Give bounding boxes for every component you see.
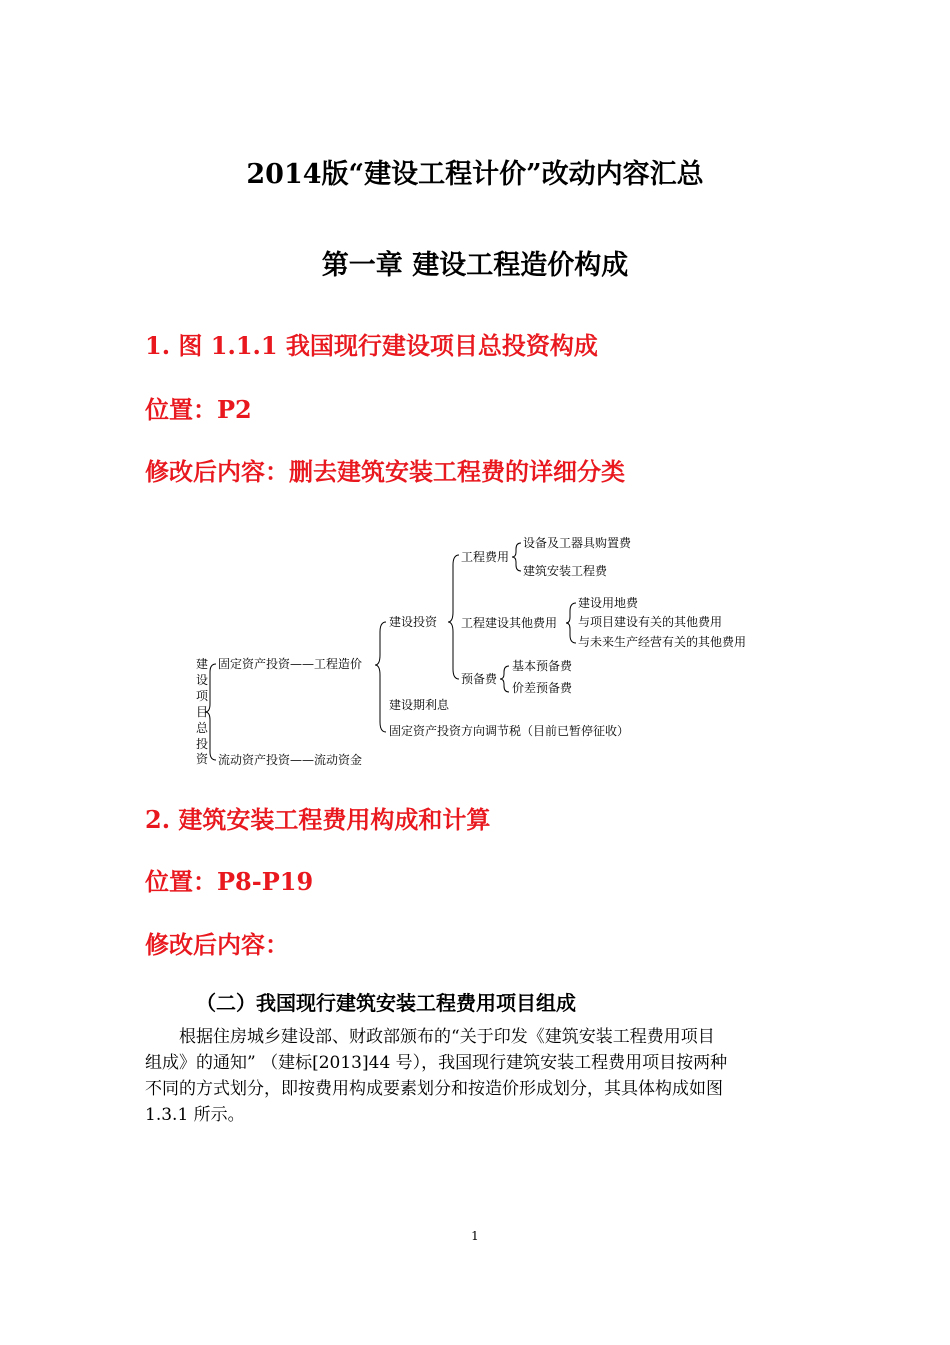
current-asset-investment: 流动资产投资——流动资金	[218, 753, 363, 767]
paragraph-line: 不同的方式划分，即按费用构成要素划分和按造价形成划分，其具体构成如图	[145, 1079, 723, 1099]
root-char: 投	[196, 737, 209, 751]
future-related-cost: 与未来生产经营有关的其他费用	[578, 635, 747, 649]
root-char: 建	[196, 657, 209, 671]
reserve-fund: 预备费	[461, 672, 498, 686]
section2-location: 位置：P8-P19	[145, 867, 314, 896]
section2-revised: 修改后内容：	[145, 930, 289, 959]
investment-direction-tax: 固定资产投资方向调节税（目前已暂停征收）	[389, 724, 630, 738]
root-char: 总	[196, 721, 209, 735]
equipment-cost: 设备及工器具购置费	[523, 536, 632, 550]
other-construction-cost: 工程建设其他费用	[461, 616, 558, 630]
brace-construction	[448, 555, 459, 679]
root-char: 项	[196, 689, 209, 703]
page-number: 1	[471, 1229, 479, 1243]
construction-interest: 建设期利息	[389, 698, 450, 712]
land-cost: 建设用地费	[578, 596, 639, 610]
root-char: 资	[196, 752, 209, 766]
subsection-heading: （二）我国现行建筑安装工程费用项目组成	[196, 991, 576, 1015]
document-title: 2014版“建设工程计价”改动内容汇总	[246, 159, 704, 190]
chapter-title: 第一章 建设工程造价构成	[321, 250, 629, 281]
paragraph-line: 组成》的通知” （建标[2013]44 号），我国现行建筑安装工程费用项目按两种	[145, 1053, 728, 1073]
paragraph-line: 根据住房城乡建设部、财政部颁布的“关于印发《建筑安装工程费用项目	[179, 1027, 715, 1047]
section1-revised: 修改后内容：删去建筑安装工程费的详细分类	[145, 457, 625, 486]
basic-reserve: 基本预备费	[512, 659, 573, 673]
construction-investment: 建设投资	[389, 615, 438, 629]
brace-other	[566, 603, 576, 643]
root-char: 设	[196, 673, 209, 687]
brace-engineering	[512, 543, 521, 571]
section1-heading: 1. 图 1.1.1 我国现行建设项目总投资构成	[145, 331, 598, 360]
engineering-cost: 工程费用	[461, 550, 510, 564]
brace-fixed	[375, 622, 386, 732]
project-related-cost: 与项目建设有关的其他费用	[578, 615, 723, 629]
installation-cost: 建筑安装工程费	[523, 564, 608, 578]
brace-reserve	[500, 666, 509, 692]
fixed-asset-investment: 固定资产投资——工程造价	[218, 657, 363, 671]
paragraph-line: 1.3.1 所示。	[145, 1105, 245, 1125]
section1-location: 位置：P2	[145, 395, 252, 424]
body-paragraph	[145, 1024, 805, 1128]
price-reserve: 价差预备费	[512, 681, 573, 695]
section2-heading: 2. 建筑安装工程费用构成和计算	[145, 805, 491, 834]
root-char: 目	[196, 705, 209, 719]
